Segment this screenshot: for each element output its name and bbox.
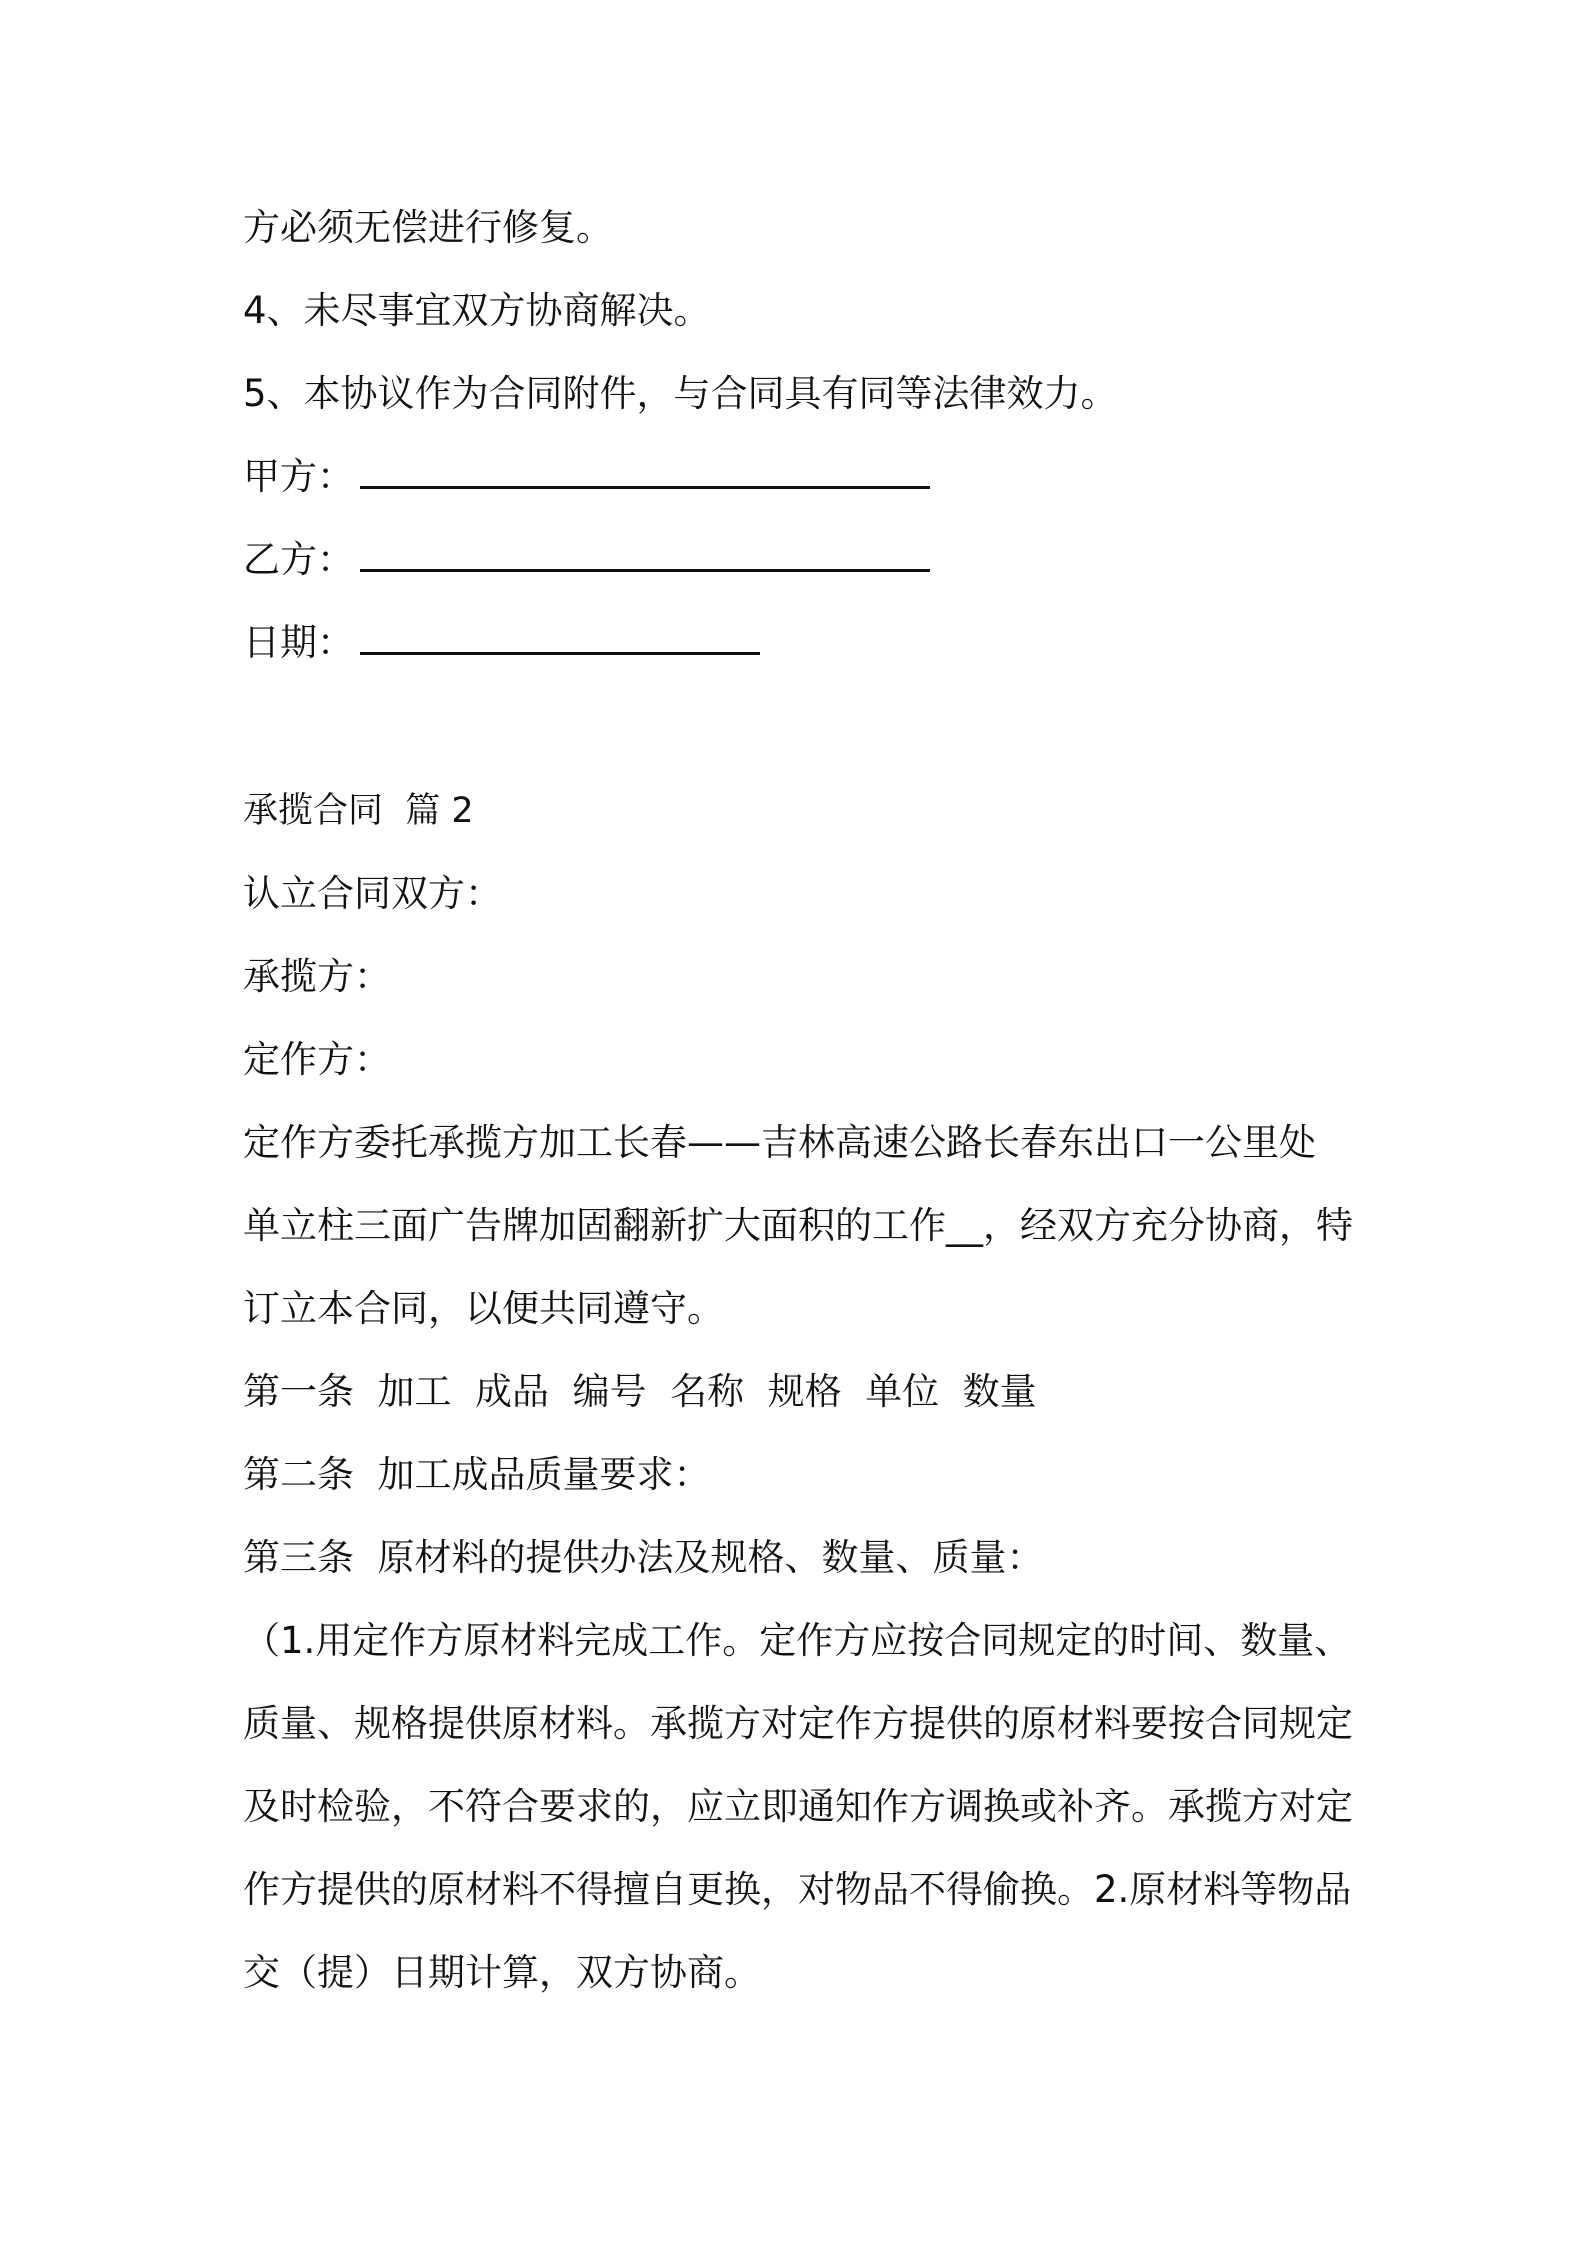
client-label: 定作方： bbox=[243, 1038, 391, 1081]
party-a-line bbox=[243, 452, 930, 502]
article-3: 第三条 原材料的提供办法及规格、数量、质量： bbox=[243, 1536, 1044, 1579]
date-line bbox=[243, 618, 760, 668]
item-4: 4、未尽事宜双方协商解决。 bbox=[243, 289, 711, 332]
article-2: 第二条 加工成品质量要求： bbox=[243, 1453, 711, 1496]
party-a-blank bbox=[360, 456, 930, 489]
continuation-text: 方必须无偿进行修复。 bbox=[243, 206, 613, 249]
section-title: 承揽合同 篇 2 bbox=[243, 791, 474, 831]
date-label: 日期： bbox=[243, 621, 354, 664]
party-b-line bbox=[243, 535, 930, 585]
article-3-line-1: （1.用定作方原材料完成工作。定作方应按合同规定的时间、数量、 bbox=[243, 1619, 1352, 1662]
party-b-label: 乙方： bbox=[243, 538, 354, 581]
intro-line-2: 单立柱三面广告牌加固翻新扩大面积的工作__，经双方充分协商，特 bbox=[243, 1204, 1353, 1247]
date-blank bbox=[360, 622, 760, 655]
article-3-line-3: 及时检验，不符合要求的，应立即通知作方调换或补齐。承揽方对定 bbox=[243, 1785, 1353, 1828]
article-3-line-2: 质量、规格提供原材料。承揽方对定作方提供的原材料要按合同规定 bbox=[243, 1702, 1353, 1745]
contractor-label: 承揽方： bbox=[243, 955, 391, 998]
party-a-label: 甲方： bbox=[243, 455, 354, 498]
party-b-blank bbox=[360, 539, 930, 572]
article-3-line-4: 作方提供的原材料不得擅自更换，对物品不得偷换。2.原材料等物品 bbox=[243, 1868, 1352, 1911]
item-5: 5、本协议作为合同附件，与合同具有同等法律效力。 bbox=[243, 372, 1118, 415]
article-1: 第一条 加工 成品 编号 名称 规格 单位 数量 bbox=[243, 1370, 1037, 1413]
parties-intro: 认立合同双方： bbox=[243, 872, 502, 915]
article-3-line-5: 交（提）日期计算，双方协商。 bbox=[243, 1951, 761, 1994]
intro-line-1: 定作方委托承揽方加工长春——吉林高速公路长春东出口一公里处 bbox=[243, 1121, 1316, 1164]
intro-line-3: 订立本合同，以便共同遵守。 bbox=[243, 1287, 724, 1330]
